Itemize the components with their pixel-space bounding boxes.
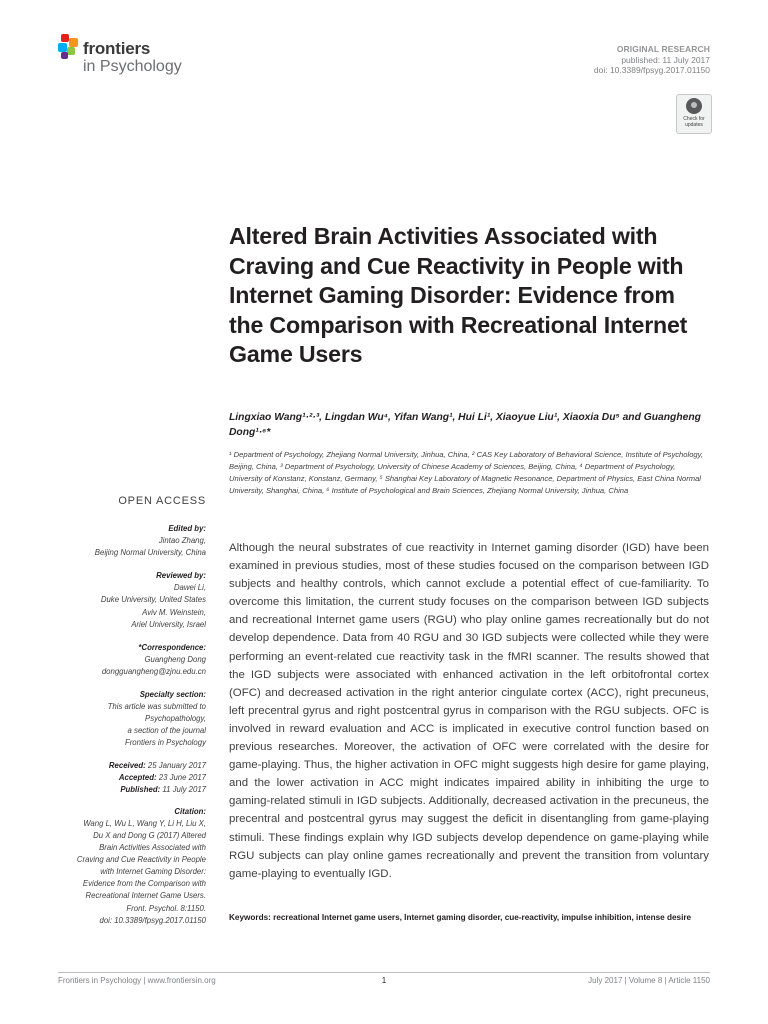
- editor-name: Jintao Zhang,: [158, 536, 206, 546]
- reviewer-name: Dawei Li,: [173, 583, 206, 593]
- footer-journal-link[interactable]: Frontiers in Psychology | www.frontiersin.org: [58, 976, 216, 985]
- citation-line: Brain Activities Associated with: [99, 843, 206, 853]
- keywords: Keywords: recreational Internet game users, Internet gaming disorder, cue-reactivity, impulse inhibition, intense desire: [229, 913, 692, 922]
- accepted-date: Accepted: 23 June 2017: [118, 772, 206, 782]
- page-number: 1: [381, 976, 387, 985]
- article-sidebar: [40, 523, 206, 927]
- specialty-text: Psychopathology,: [145, 714, 206, 724]
- doi-link[interactable]: doi: 10.3389/fpsyg.2017.01150: [593, 65, 710, 75]
- frontiers-logo-icon: [58, 34, 82, 60]
- citation-heading: Citation:: [174, 806, 206, 816]
- citation-line: Evidence from the Comparison with: [82, 879, 206, 889]
- citation-line: Craving and Cue Reactivity in People: [76, 855, 206, 865]
- open-access-label: OPEN ACCESS: [118, 495, 206, 507]
- citation-line: Wang L, Wu L, Wang Y, Li H, Liu X,: [83, 818, 206, 828]
- brand-name: frontiers: [83, 39, 151, 58]
- reviewer-affiliation: Ariel University, Israel: [131, 619, 206, 629]
- reviewer-affiliation: Duke University, United States: [100, 595, 206, 605]
- check-updates-icon: [686, 98, 702, 114]
- editor-affiliation: Beijing Normal University, China: [94, 548, 206, 558]
- specialty-text: This article was submitted to: [107, 702, 206, 712]
- affiliations: ¹ Department of Psychology, Zhejiang Normal University, Jinhua, China, ² CAS Key Laboratory of Behavioral Science, Institute of Psychology, Beijing, China, ³ Department of Psychology, University of Chinese Academy of Sciences, Beijing, China, ⁴ Department of Psychology, University of Konstanz, Konstanz, Germany, ⁵ Shanghai Key Laboratory of Magnetic Resonance, Department of Physics, East China Normal University, Shanghai, China, ⁶ Institute of Psychological and Brain Sciences, Zhejiang Normal University, Jinhua, China: [229, 450, 703, 496]
- specialty-text: Frontiers in Psychology: [124, 738, 206, 748]
- footer-issue-info: July 2017 | Volume 8 | Article 1150: [588, 976, 710, 985]
- correspondence-heading: *Correspondence:: [138, 642, 206, 652]
- correspondence-email[interactable]: dongguangheng@zjnu.edu.cn: [101, 666, 206, 676]
- correspondence-name: Guangheng Dong: [144, 654, 206, 664]
- journal-name: in Psychology: [83, 58, 182, 75]
- check-for-updates-button[interactable]: Check for updates: [676, 94, 712, 134]
- abstract-text: Although the neural substrates of cue reactivity in Internet gaming disorder (IGD) have been examined in previous studies, most of these studies focused on the comparison between IGD subjects and healthy controls, which cannot exclude a potential effect of cue-familiarity. To overcome this limitation, the current study focuses on the comparison between IGD subjects and recreational Internet game users (RGU) who play online games recreationally but do not develop dependence. Data from 40 RGU and 30 IGD subjects were collected while they were performing an event-related cue reactivity task in the fMRI scanner. The results showed that the IGD subjects were associated with enhanced activation in the left orbitofrontal cortex (OFC) and decreased activation in the right anterior cingulate cortex (ACC), right precuneus, left precentral gyrus and right postcentral gyrus in comparison with the RGU subjects. OFC is involved in reward evaluation and ACC is implicated in executive control function based on previous researches. Moreover, the activation of OFC were correlated with the desire for game-playing. Thus, the higher activation in OFC might suggests high desire for game playing, and the lower activation in ACC might indicates impaired ability in inhibiting the urge to gaming-related stimuli in IGD subjects. Additionally, decreased activation in the precuneus, the precentral and postcentral gyrus may suggest the deficit in disentangling from game-playing stimuli. These findings explain why IGD subjects develop dependence on game-playing while RGU subjects can play online games recreationally and prevent the transition from voluntary game-playing to eventually IGD.: [229, 542, 709, 880]
- citation-line: Front. Psychol. 8:1150.: [126, 903, 206, 913]
- citation-line: with Internet Gaming Disorder:: [100, 867, 206, 877]
- footer-divider: [58, 972, 710, 973]
- author-list: Lingxiao Wang¹·²·³, Lingdan Wu⁴, Yifan Wang¹, Hui Li¹, Xiaoyue Liu¹, Xiaoxia Du⁵ and Guangheng Dong¹·⁶*: [229, 412, 701, 438]
- edited-by-heading: Edited by:: [168, 524, 206, 533]
- article-meta: [594, 44, 710, 76]
- received-date: Received: 25 January 2017: [108, 760, 206, 770]
- citation-line: Recreational Internet Game Users.: [85, 891, 206, 901]
- published-date: Published: 11 July 2017: [120, 784, 206, 794]
- article-type: ORIGINAL RESEARCH: [616, 44, 710, 54]
- specialty-heading: Specialty section:: [139, 690, 206, 700]
- article-title: Altered Brain Activities Associated with Craving and Cue Reactivity in People with Internet Gaming Disorder: Evidence from the Comparison with Recreational Internet Game Users: [229, 223, 688, 367]
- published-date: published: 11 July 2017: [621, 54, 710, 65]
- citation-doi[interactable]: doi: 10.3389/fpsyg.2017.01150: [99, 915, 206, 925]
- reviewed-by-heading: Reviewed by:: [156, 571, 206, 581]
- specialty-text: a section of the journal: [127, 726, 206, 736]
- reviewer-name: Aviv M. Weinstein,: [142, 607, 206, 617]
- journal-logo: [58, 34, 258, 84]
- citation-line: Du X and Dong G (2017) Altered: [93, 830, 206, 840]
